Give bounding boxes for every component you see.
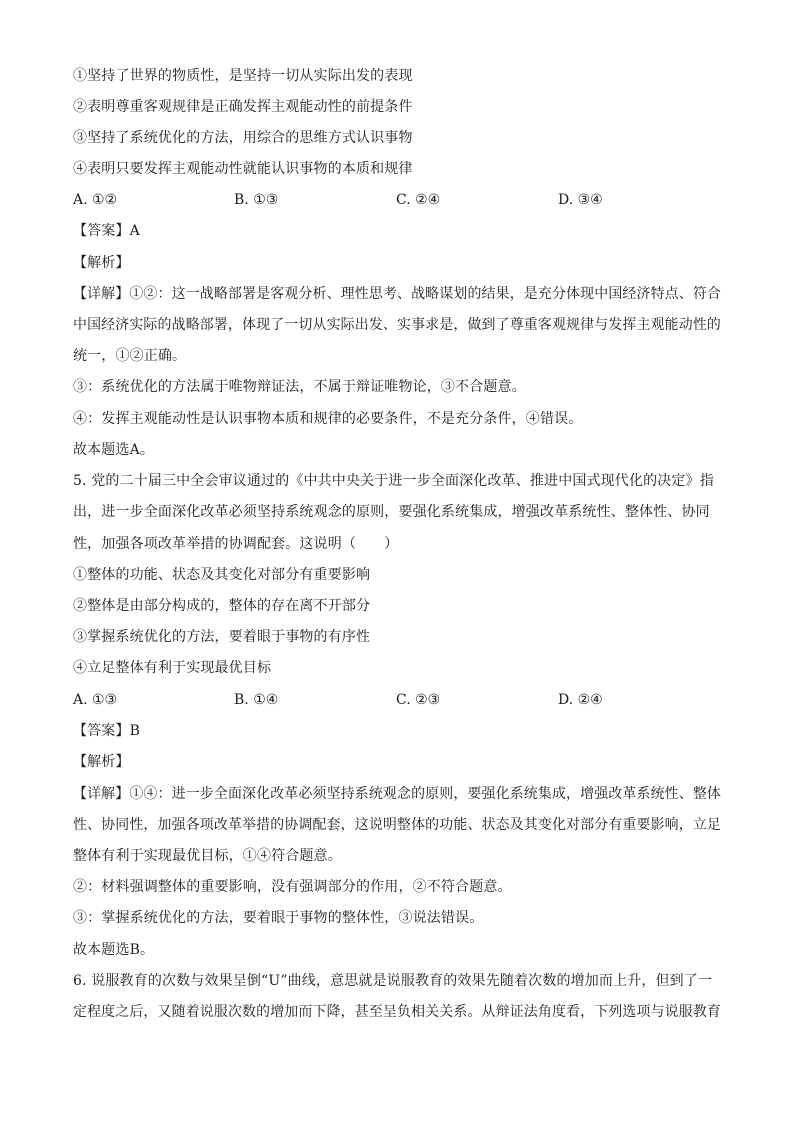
q5-analysis-label: 【解析】 bbox=[73, 754, 130, 770]
q5-stem-line-1: 5. 党的二十届三中全会审议通过的《中共中央关于进一步全面深化改革、推进中国式现代化的决定》指 bbox=[73, 473, 714, 489]
q5-option-a: A. ①③ bbox=[73, 692, 118, 708]
q5-statement-1: ①整体的功能、状态及其变化对部分有重要影响 bbox=[73, 567, 371, 583]
q4-option-d: D. ③④ bbox=[558, 192, 603, 208]
q5-detail-line-3: 整体有利于实现最优目标，①④符合题意。 bbox=[73, 848, 342, 864]
q4-option-b: B. ①③ bbox=[234, 192, 279, 208]
q4-option-a: A. ①② bbox=[73, 192, 118, 208]
q5-statement-3: ③掌握系统优化的方法，要着眼于事物的有序性 bbox=[73, 629, 371, 645]
q4-analysis-label: 【解析】 bbox=[73, 255, 130, 271]
q4-answer: 【答案】A bbox=[73, 223, 140, 239]
q5-option-c: C. ②③ bbox=[396, 692, 441, 708]
q4-statement-1: ①坚持了世界的物质性，是坚持一切从实际出发的表现 bbox=[73, 68, 413, 84]
q5-detail-line-4: ②：材料强调整体的重要影响，没有强调部分的作用，②不符合题意。 bbox=[73, 879, 512, 895]
q5-option-d: D. ②④ bbox=[558, 692, 603, 708]
q4-statement-3: ③坚持了系统优化的方法，用综合的思维方式认识事物 bbox=[73, 130, 413, 146]
q5-conclusion: 故本题选B。 bbox=[73, 942, 155, 958]
q4-detail-line-3: 统一，①②正确。 bbox=[73, 348, 187, 364]
q4-detail-line-2: 中国经济实际的战略部署，体现了一切从实际出发、实事求是，做到了尊重客观规律与发挥主观能动性的 bbox=[73, 317, 722, 333]
q5-stem-line-2: 出，进一步全面深化改革必须坚持系统观念的原则，要强化系统集成，增强改革系统性、整体性、协同 bbox=[73, 504, 710, 520]
q6-stem-line-1: 6. 说服教育的次数与效果呈倒“U”曲线，意思就是说服教育的效果先随着次数的增加而上升，但到了一 bbox=[73, 973, 713, 989]
q4-detail-line-4: ③：系统优化的方法属于唯物辩证法，不属于辩证唯物论，③不合题意。 bbox=[73, 379, 526, 395]
q4-detail-line-5: ④：发挥主观能动性是认识事物本质和规律的必要条件，不是充分条件，④错误。 bbox=[73, 411, 583, 427]
q4-statement-4: ④表明只要发挥主观能动性就能认识事物的本质和规律 bbox=[73, 161, 413, 177]
q4-statement-2: ②表明尊重客观规律是正确发挥主观能动性的前提条件 bbox=[73, 99, 413, 115]
q5-answer: 【答案】B bbox=[73, 723, 141, 739]
q5-detail-line-2: 性、协同性，加强各项改革举措的协调配套，这说明整体的功能、状态及其变化对部分有重要影响，立足 bbox=[73, 817, 722, 833]
q5-detail-line-5: ③：掌握系统优化的方法，要着眼于事物的整体性，③说法错误。 bbox=[73, 910, 484, 926]
q4-option-c: C. ②④ bbox=[396, 192, 441, 208]
q4-detail-line-1: 【详解】①②：这一战略部署是客观分析、理性思考、战略谋划的结果，是充分体现中国经济特点、符合 bbox=[73, 286, 722, 302]
q5-detail-line-1: 【详解】①④：进一步全面深化改革必须坚持系统观念的原则，要强化系统集成，增强改革系统性、整体 bbox=[73, 786, 722, 802]
q5-statement-2: ②整体是由部分构成的，整体的存在离不开部分 bbox=[73, 598, 371, 614]
q4-conclusion: 故本题选A。 bbox=[73, 442, 155, 458]
q5-option-b: B. ①④ bbox=[234, 692, 279, 708]
q5-stem-line-3: 性，加强各项改革举措的协调配套。这说明（ ） bbox=[73, 536, 399, 552]
q5-statement-4: ④立足整体有利于实现最优目标 bbox=[73, 660, 272, 676]
q6-stem-line-2: 定程度之后，又随着说服次数的增加而下降，甚至呈负相关关系。从辩证法角度看，下列选项与说服教育 bbox=[73, 1004, 722, 1020]
